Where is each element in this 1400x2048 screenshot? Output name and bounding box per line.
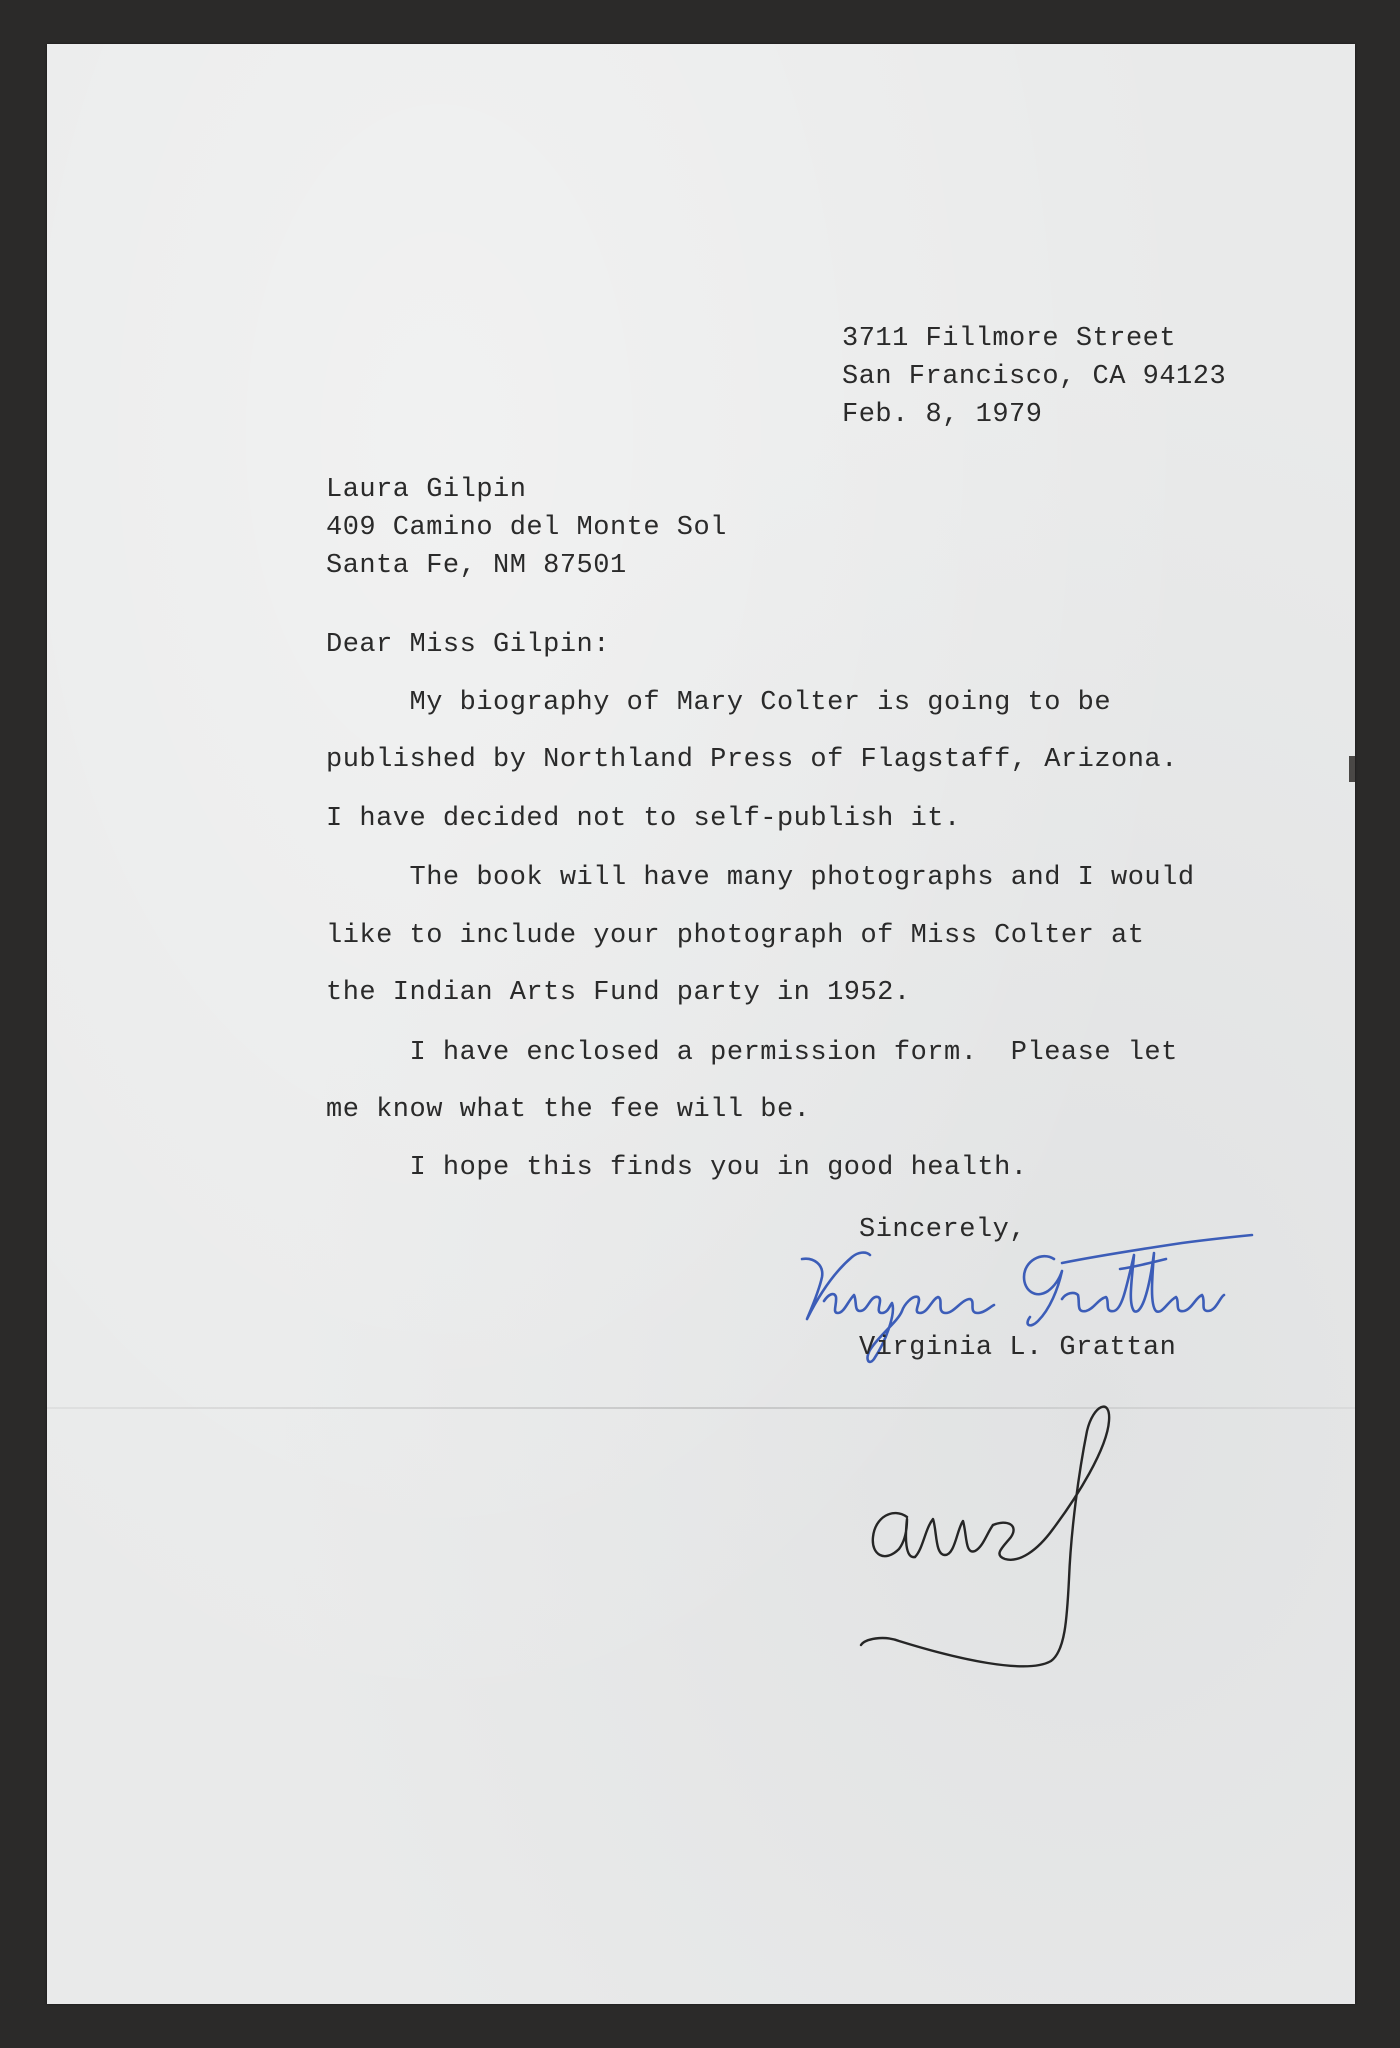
recipient-name: Laura Gilpin	[326, 475, 527, 505]
return-street: 3711 Fillmore Street	[842, 324, 1177, 354]
salutation: Dear Miss Gilpin:	[326, 630, 610, 660]
recipient-address	[326, 471, 727, 585]
recipient-city: Santa Fe, NM 87501	[326, 551, 627, 581]
paper-edge-mark	[1349, 756, 1355, 782]
letter-date: Feb. 8, 1979	[842, 400, 1043, 430]
closing: Sincerely,	[859, 1215, 1027, 1245]
body-line: like to include your photograph of Miss Colter at	[326, 921, 1145, 951]
return-city: San Francisco, CA 94123	[842, 362, 1227, 392]
body-line: I hope this finds you in good health.	[326, 1153, 1028, 1183]
typed-name: Virginia L. Grattan	[859, 1333, 1177, 1363]
body-line: published by Northland Press of Flagstaff, Arizona.	[326, 745, 1178, 775]
body-line: I have decided not to self-publish it.	[326, 804, 961, 834]
body-line: the Indian Arts Fund party in 1952.	[326, 978, 911, 1008]
body-line: I have enclosed a permission form. Please let	[326, 1038, 1178, 1068]
handwritten-initials	[807, 1379, 1227, 1709]
body-line: me know what the fee will be.	[326, 1095, 811, 1125]
body-line: My biography of Mary Colter is going to be	[326, 688, 1112, 718]
body-line: The book will have many photographs and I would	[326, 863, 1195, 893]
letter-page	[47, 44, 1355, 2004]
recipient-street: 409 Camino del Monte Sol	[326, 513, 727, 543]
return-address	[842, 320, 1226, 434]
